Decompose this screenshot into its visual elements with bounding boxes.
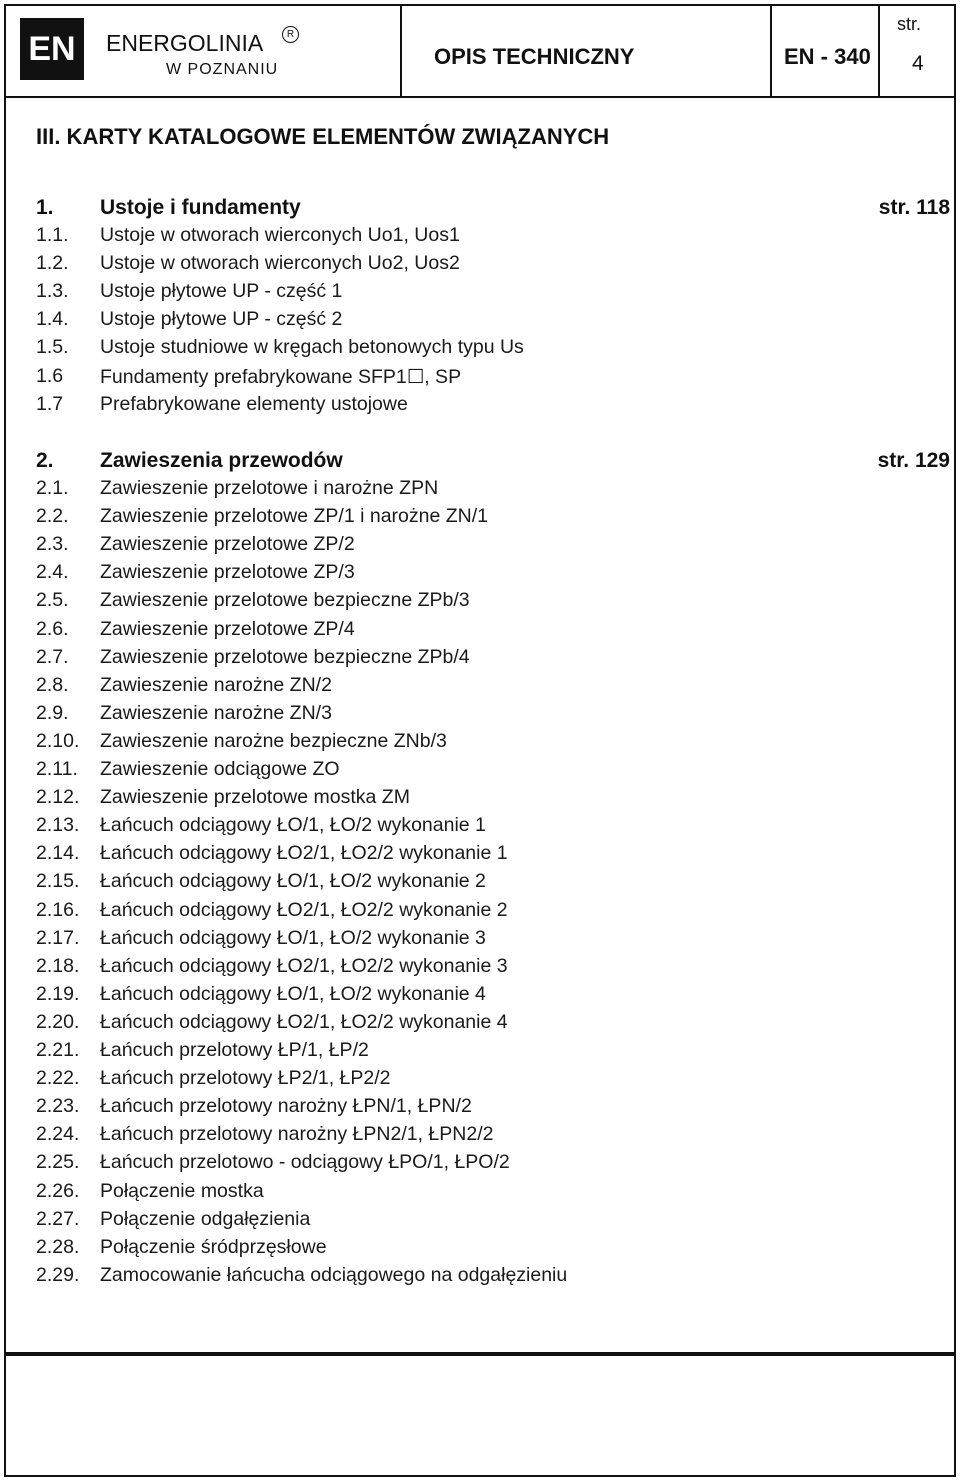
item-title: Zawieszenie narożne ZN/2 (100, 673, 332, 696)
item-number: 1.7 (36, 392, 64, 415)
group-number: 1. (36, 196, 54, 219)
item-title: Łańcuch przelotowy narożny ŁPN2/1, ŁPN2/2 (100, 1123, 494, 1146)
item-title: Połączenie odgałęzienia (100, 1207, 311, 1230)
item-number: 2.5. (36, 589, 69, 612)
item-number: 2.15. (36, 870, 80, 893)
item-title: Zawieszenie przelotowe ZP/4 (100, 617, 355, 640)
item-title: Ustoje studniowe w kręgach betonowych typu Us (100, 336, 524, 359)
item-title: Zawieszenie przelotowe i narożne ZPN (100, 477, 439, 499)
item-title: Łańcuch odciągowy ŁO/1, ŁO/2 wykonanie 1 (100, 814, 486, 837)
item-number: 1.3. (36, 280, 69, 303)
item-title: Ustoje płytowe UP - część 1 (100, 280, 343, 303)
group-title: Ustoje i fundamenty (100, 196, 301, 219)
item-number: 2.29. (36, 1263, 80, 1286)
header-divider (770, 6, 772, 96)
item-number: 2.7. (36, 645, 69, 668)
item-title: Ustoje w otworach wierconych Uo2, Uos2 (100, 252, 460, 275)
item-number: 2.8. (36, 673, 69, 696)
item-title: Fundamenty prefabrykowane SFP1☐, SP (100, 365, 462, 388)
item-number: 1.4. (36, 308, 69, 331)
item-number: 2.27. (36, 1207, 80, 1230)
item-title: Zawieszenie przelotowe mostka ZM (100, 786, 410, 809)
item-number: 2.11. (36, 758, 78, 780)
item-number: 2.6. (36, 617, 69, 640)
item-number: 2.17. (36, 926, 80, 949)
item-number: 2.9. (36, 701, 69, 724)
item-title: Łańcuch przelotowy ŁP/1, ŁP/2 (100, 1039, 369, 1061)
item-number: 1.6 (36, 364, 64, 387)
item-number: 2.13. (36, 814, 80, 837)
item-title: Ustoje w otworach wierconych Uo1, Uos1 (100, 224, 460, 246)
item-title: Łańcuch odciągowy ŁO2/1, ŁO2/2 wykonanie 1 (100, 842, 508, 865)
item-number: 1.1. (36, 224, 69, 246)
item-title: Łańcuch przelotowo - odciągowy ŁPO/1, ŁPO/2 (100, 1151, 510, 1174)
item-title: Łańcuch przelotowy narożny ŁPN/1, ŁPN/2 (100, 1095, 472, 1118)
item-number: 2.20. (36, 1010, 80, 1033)
item-title: Zawieszenie narożne bezpieczne ZNb/3 (100, 729, 447, 752)
header-divider (878, 6, 880, 96)
item-title: Zawieszenie odciągowe ZO (100, 758, 340, 780)
item-title: Łańcuch odciągowy ŁO2/1, ŁO2/2 wykonanie 4 (100, 1010, 508, 1033)
item-number: 2.28. (36, 1235, 80, 1258)
item-title: Prefabrykowane elementy ustojowe (100, 392, 408, 415)
item-number: 2.19. (36, 982, 80, 1005)
item-title: Zamocowanie łańcucha odciągowego na odgałęzieniu (100, 1263, 568, 1286)
item-number: 2.18. (36, 954, 80, 977)
item-number: 2.10. (36, 729, 80, 752)
item-number: 2.12. (36, 786, 80, 809)
header-divider (400, 6, 402, 96)
item-title: Łańcuch przelotowy ŁP2/1, ŁP2/2 (100, 1067, 391, 1090)
item-number: 2.25. (36, 1151, 80, 1174)
item-title: Zawieszenie przelotowe bezpieczne ZPb/4 (100, 645, 470, 668)
item-title: Łańcuch odciągowy ŁO/1, ŁO/2 wykonanie 2 (100, 870, 486, 893)
item-number: 2.23. (36, 1095, 80, 1118)
item-number: 2.22. (36, 1067, 80, 1090)
company-location: W POZNANIU (166, 61, 279, 78)
company-name: ENERGOLINIA (106, 30, 264, 56)
item-title: Zawieszenie przelotowe ZP/3 (100, 561, 355, 584)
item-number: 1.2. (36, 252, 69, 275)
item-title: Zawieszenie przelotowe ZP/2 (100, 533, 355, 556)
item-title: Łańcuch odciągowy ŁO/1, ŁO/2 wykonanie 4 (100, 982, 486, 1005)
item-number: 2.24. (36, 1123, 80, 1146)
toc-group-heading (36, 196, 950, 224)
group-title: Zawieszenia przewodów (100, 449, 343, 472)
item-number: 2.2. (36, 505, 69, 528)
section-heading: III. KARTY KATALOGOWE ELEMENTÓW ZWIĄZANYCH (36, 124, 610, 149)
item-number: 2.26. (36, 1179, 80, 1202)
page-number: 4 (912, 52, 924, 75)
item-title: Zawieszenie narożne ZN/3 (100, 701, 332, 724)
item-title: Połączenie mostka (100, 1179, 264, 1202)
item-number: 1.5. (36, 336, 69, 359)
toc-group-heading (36, 449, 950, 477)
item-title: Łańcuch odciągowy ŁO2/1, ŁO2/2 wykonanie 2 (100, 898, 508, 921)
item-title: Połączenie śródprzęsłowe (100, 1235, 327, 1258)
document-code: EN - 340 (784, 44, 871, 69)
footer-frame (4, 1354, 956, 1477)
group-page: str. 129 (877, 449, 950, 472)
item-number: 2.1. (36, 477, 69, 499)
item-number: 2.21. (36, 1039, 80, 1061)
page-header (4, 4, 956, 98)
item-title: Zawieszenie przelotowe bezpieczne ZPb/3 (100, 589, 470, 612)
item-number: 2.16. (36, 898, 80, 921)
item-number: 2.3. (36, 533, 69, 556)
page-label: str. (897, 14, 922, 34)
group-page: str. 118 (878, 196, 950, 219)
item-title: Zawieszenie przelotowe ZP/1 i narożne ZN/1 (100, 505, 489, 528)
company-logo: EN (20, 18, 84, 80)
item-title: Łańcuch odciągowy ŁO2/1, ŁO2/2 wykonanie 3 (100, 954, 508, 977)
item-number: 2.14. (36, 842, 80, 865)
registered-mark-icon: R (282, 26, 299, 43)
item-title: Ustoje płytowe UP - część 2 (100, 308, 343, 331)
document-title: OPIS TECHNICZNY (434, 44, 635, 69)
item-title: Łańcuch odciągowy ŁO/1, ŁO/2 wykonanie 3 (100, 926, 486, 949)
group-number: 2. (36, 449, 54, 472)
item-number: 2.4. (36, 561, 69, 584)
